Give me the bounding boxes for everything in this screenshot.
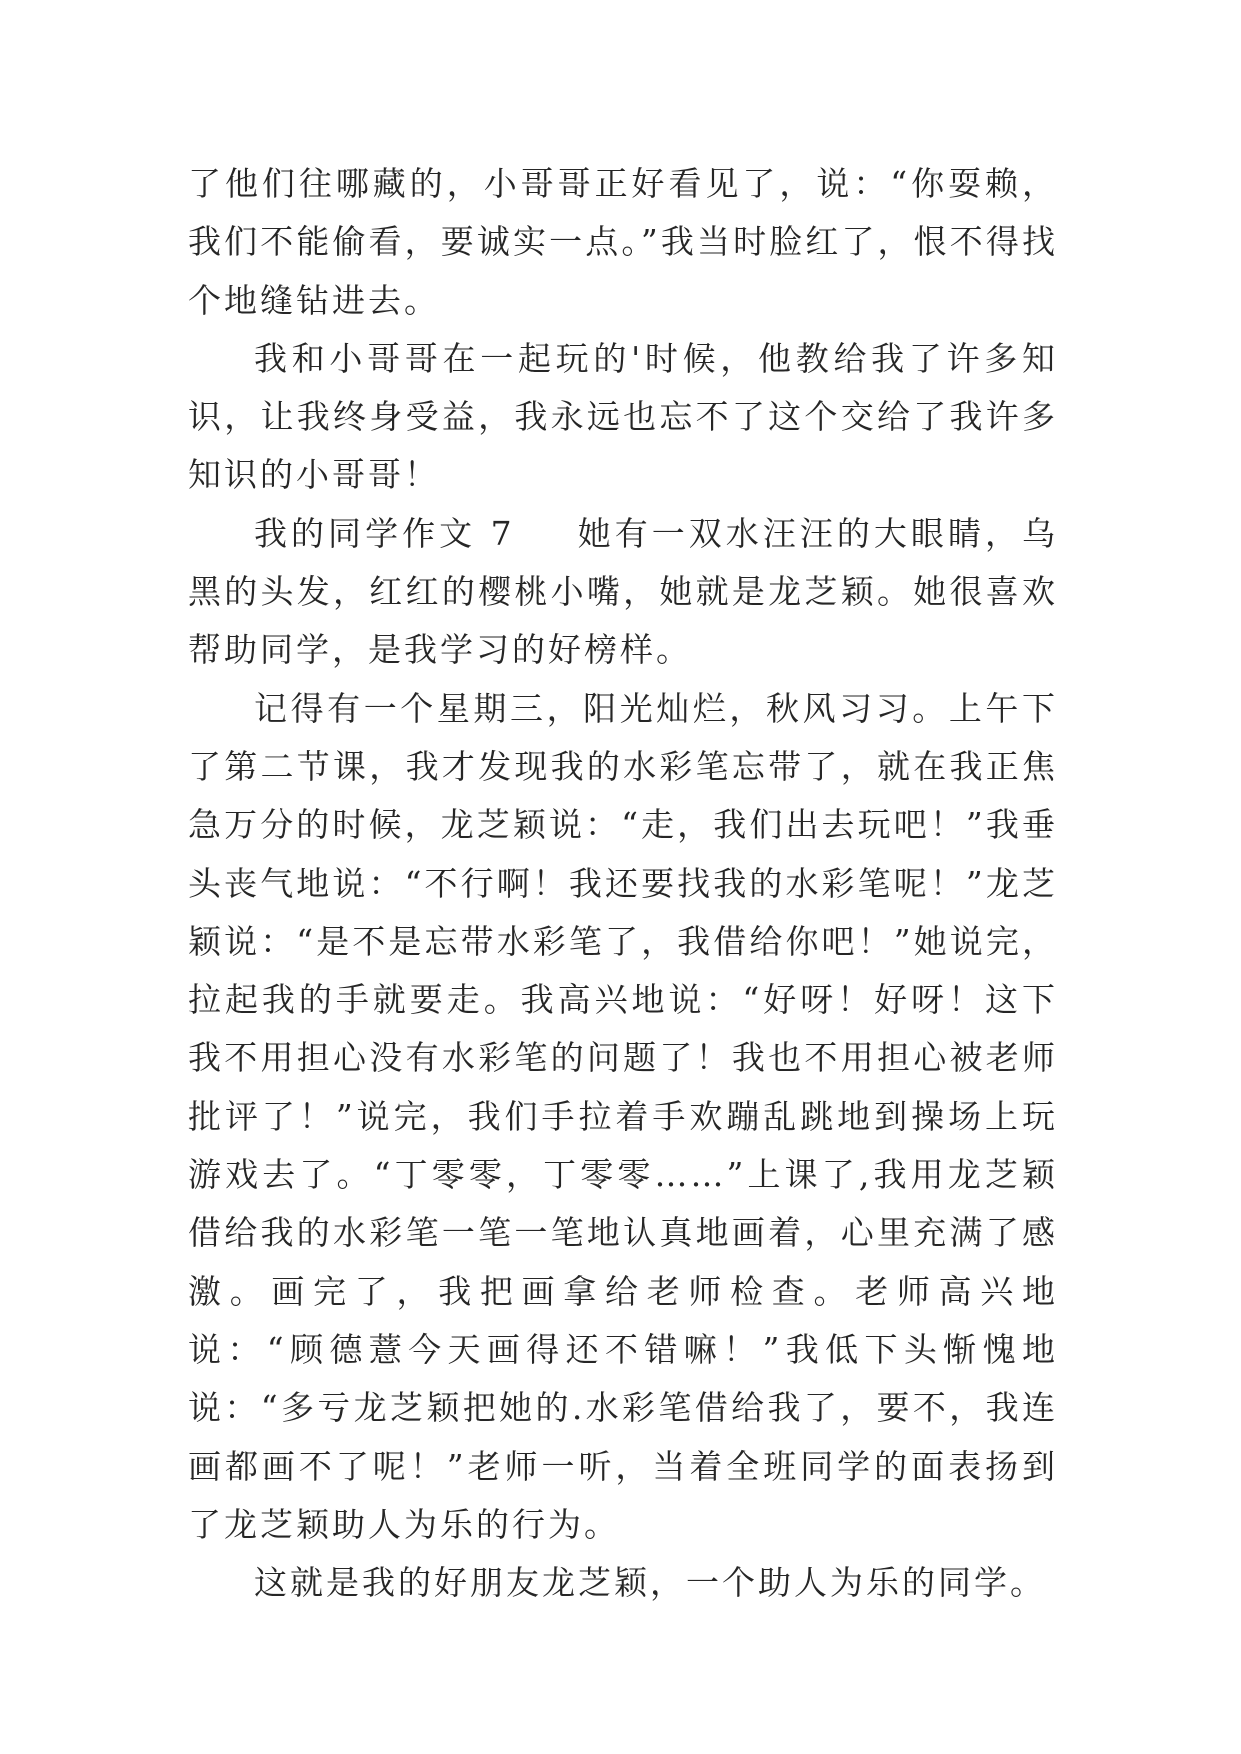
essay-title: 我的同学作文 7 [254, 513, 515, 553]
paragraph-essay-7 [188, 505, 1058, 680]
paragraph-2: 我和小哥哥在一起玩的'时候，他教给我了许多知识，让我终身受益，我永远也忘不了这个交给了我许多知识的小哥哥！ [188, 338, 1058, 495]
paragraph-4: 这就是我的好朋友龙芝颖，一个助人为乐的同学。 [254, 1563, 1046, 1603]
document-body [188, 155, 1058, 1612]
essay-intro: 她有一双水汪汪的大眼睛，乌黑的头发，红红的樱桃小嘴，她就是龙芝颖。她很喜欢帮助同学，是我学习的好榜样。 [188, 513, 1058, 670]
paragraph-1: 了他们往哪藏的，小哥哥正好看见了，说：“你耍赖，我们不能偷看，要诚实一点。”我当时脸红了，恨不得找个地缝钻进去。 [188, 164, 1058, 320]
paragraph-3: 记得有一个星期三，阳光灿烂，秋风习习。上午下了第二节课，我才发现我的水彩笔忘带了，就在我正焦急万分的时候，龙芝颖说：“走，我们出去玩吧！”我垂头丧气地说：“不行啊！我还要找我的水彩笔呢！”龙芝颖说：“是不是忘带水彩笔了，我借给你吧！”她说完，拉起我的手就要走。我高兴地说：“好呀！好呀！这下我不用担心没有水彩笔的问题了！我也不用担心被老师批评了！”说完，我们手拉着手欢蹦乱跳地到操场上玩游戏去了。“丁零零，丁零零……”上课了,我用龙芝颖借给我的水彩笔一笔一笔地认真地画着，心里充满了感激。画完了，我把画拿给老师检查。老师高兴地说：“顾德薏今天画得还不错嘛！”我低下头惭愧地说：“多亏龙芝颖把她的.水彩笔借给我了，要不，我连画都画不了呢！”老师一听，当着全班同学的面表扬到了龙芝颖助人为乐的行为。 [188, 688, 1058, 1544]
